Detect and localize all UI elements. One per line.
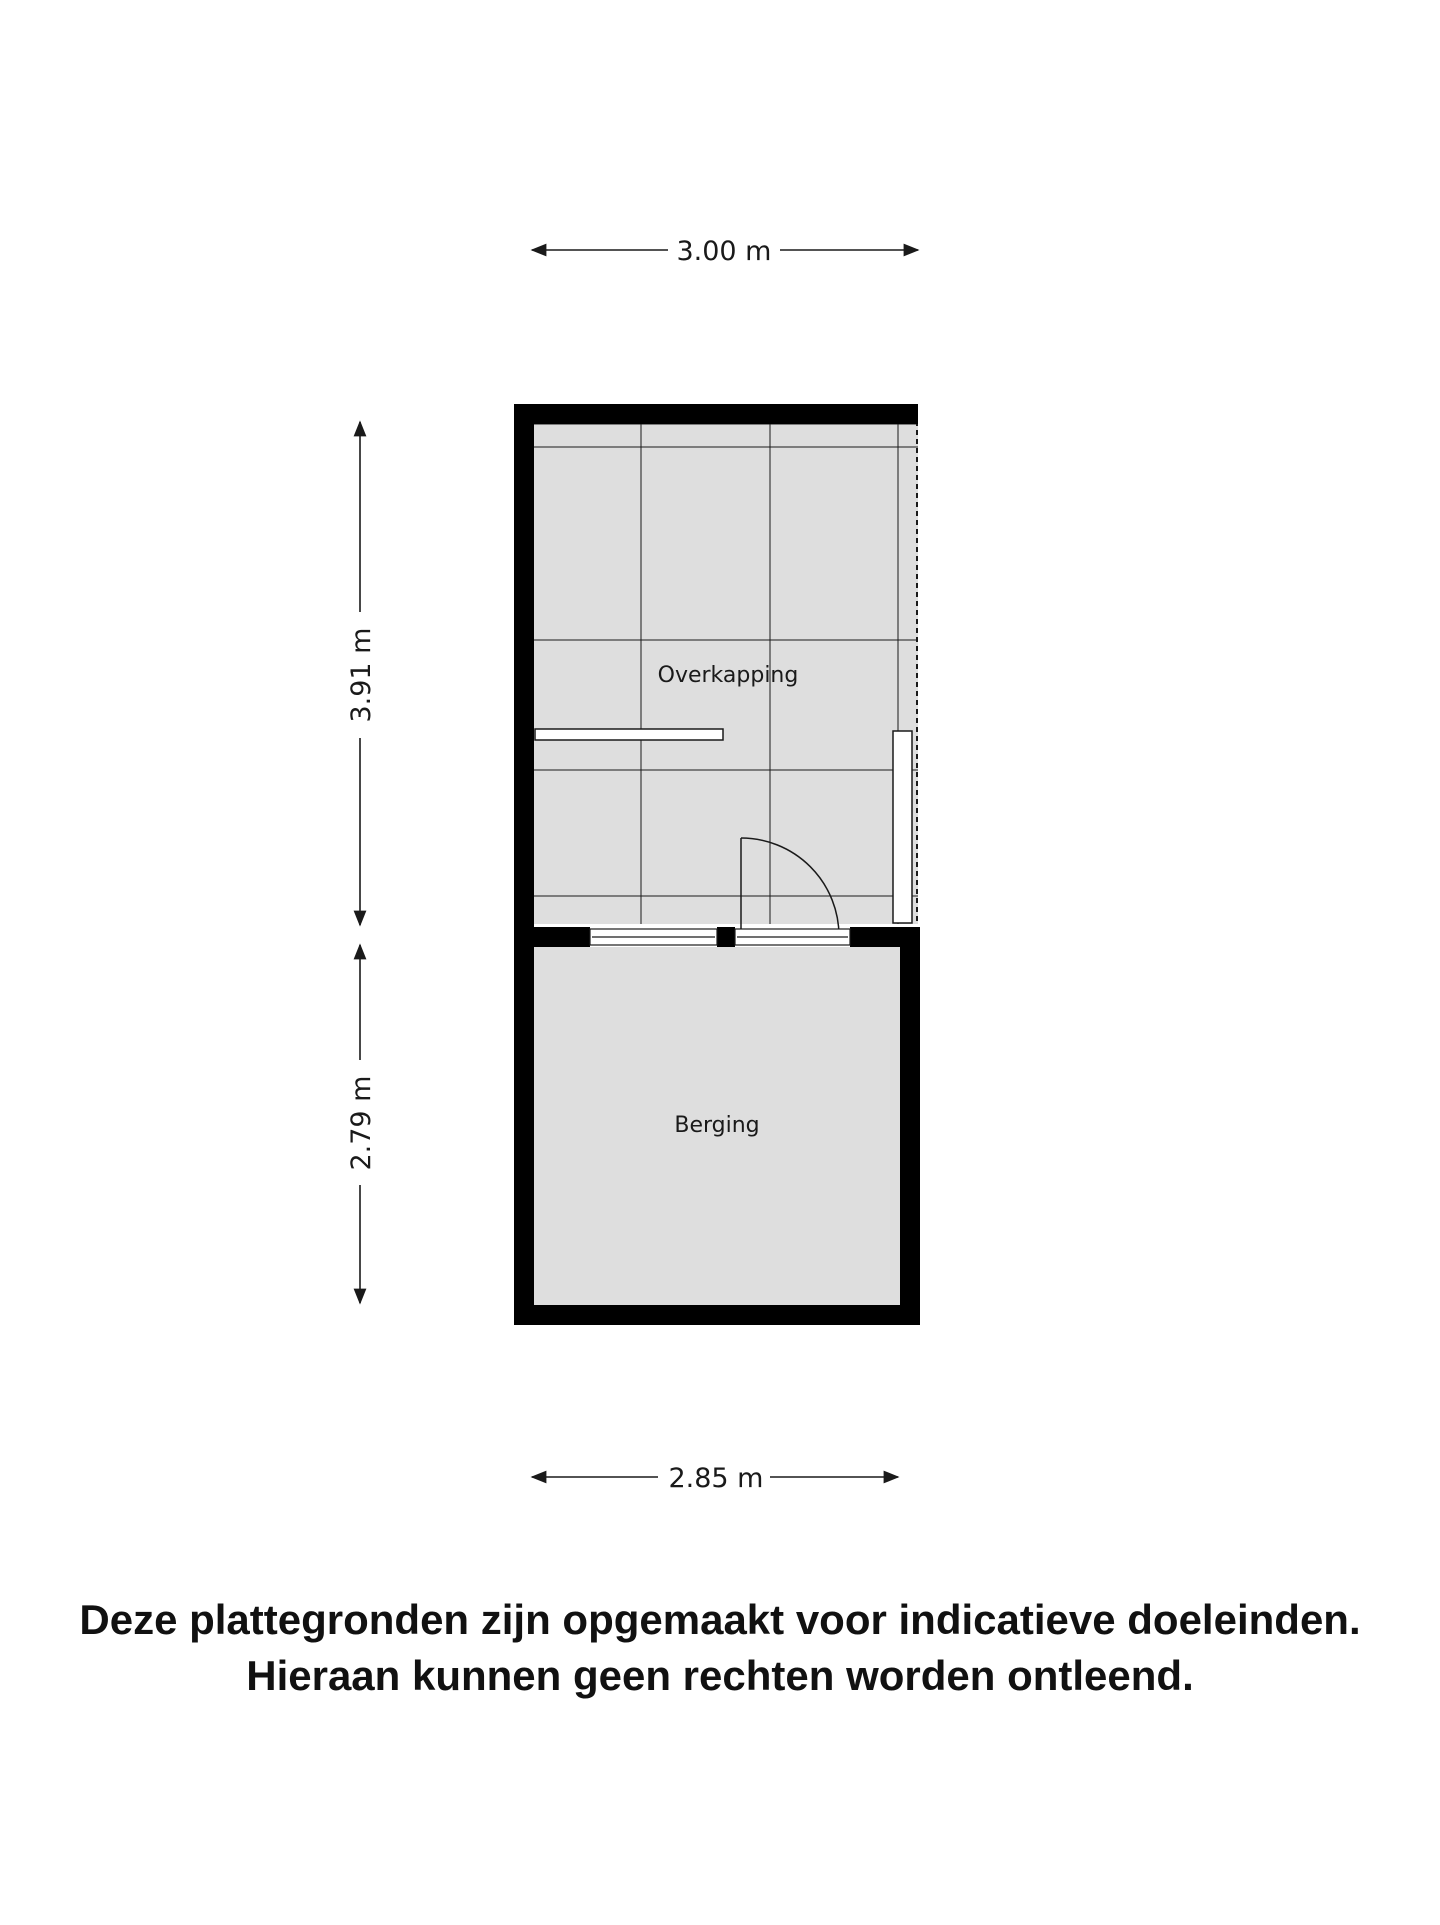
bench [535, 729, 723, 740]
dimension-left-lower-label: 2.79 m [346, 1075, 377, 1171]
dimension-top-label: 3.00 m [676, 236, 772, 267]
disclaimer [0, 1592, 1440, 1704]
room-overkapping [532, 412, 918, 936]
side-post [893, 731, 912, 923]
dimension-left-upper-label: 3.91 m [346, 627, 377, 723]
disclaimer-line-1: Deze plattegronden zijn opgemaakt voor indicatieve doeleinden. [79, 1596, 1361, 1643]
disclaimer-line-2: Hieraan kunnen geen rechten worden ontleend. [246, 1652, 1194, 1699]
room-label-overkapping: Overkapping [657, 663, 799, 688]
dimension-left-upper [346, 422, 377, 925]
room-berging [532, 947, 900, 1305]
dimension-bottom-label: 2.85 m [668, 1463, 764, 1494]
room-label-berging: Berging [674, 1113, 760, 1138]
dimension-left-lower [346, 945, 377, 1303]
dimension-top [532, 236, 918, 267]
dimension-bottom [532, 1463, 898, 1494]
